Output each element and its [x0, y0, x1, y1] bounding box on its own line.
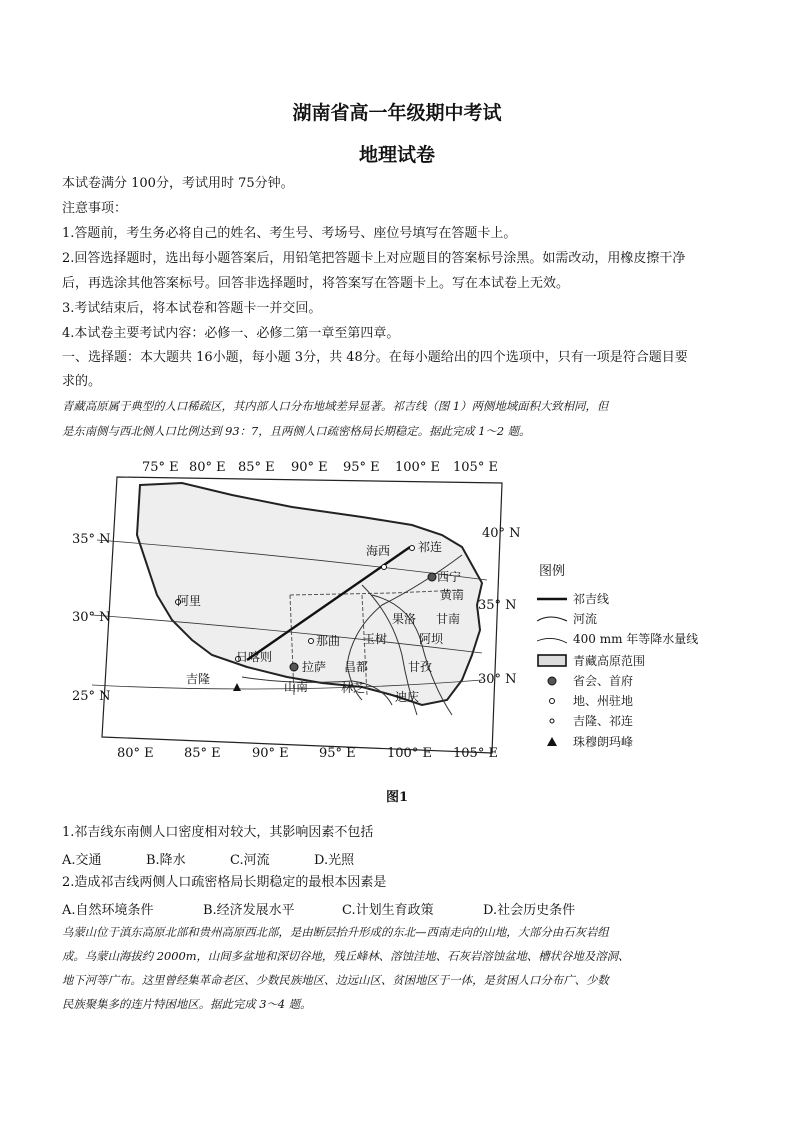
question-2-stem: 2.造成祁吉线两侧人口疏密格局长期稳定的最根本因素是 — [62, 875, 387, 890]
section-heading-b: 求的。 — [62, 374, 102, 389]
passage2-line3: 地下河等广布。这里曾经集革命老区、少数民族地区、边远山区、贫困地区于一体，是贫困人口分布广、少数 — [62, 973, 609, 987]
place-label: 阿里 — [177, 594, 202, 608]
legend-item: 河流 — [573, 612, 598, 626]
exam-subtitle: 地理试卷 — [358, 144, 435, 166]
lon-label: 95° E — [343, 460, 380, 475]
lat-label: 35° N — [478, 598, 517, 613]
place-label: 祁连 — [418, 540, 443, 554]
lon-label: 100° E — [387, 746, 432, 761]
lon-label: 80° E — [189, 460, 226, 475]
lon-label: 80° E — [117, 746, 154, 761]
q2-option-d[interactable]: D.社会历史条件 — [483, 903, 576, 918]
legend-item: 省会、首府 — [573, 674, 634, 688]
place-label: 甘孜 — [408, 660, 433, 674]
notice-heading: 注意事项： — [62, 201, 128, 216]
q2-option-c[interactable]: C.计划生育政策 — [342, 903, 434, 918]
lat-label: 40° N — [482, 526, 521, 541]
legend-swatch — [550, 699, 555, 704]
q1-option-c[interactable]: C.河流 — [230, 853, 270, 868]
q1-option-a[interactable]: A.交通 — [62, 853, 102, 868]
lon-label: 105° E — [453, 460, 498, 475]
passage2-line2: 成。乌蒙山海拔约 2000m，山间多盆地和深切谷地，残丘峰林、溶蚀洼地、石灰岩溶蚀盆地、槽状谷地及溶洞、 — [62, 949, 630, 963]
legend-item: 祁吉线 — [573, 592, 610, 606]
lat-label: 30° N — [72, 610, 111, 625]
prefecture-dot — [309, 639, 314, 644]
notice-4: 4.本试卷主要考试内容：必修一、必修二第一章至第四章。 — [62, 326, 400, 341]
legend-item: 地、州驻地 — [573, 694, 634, 708]
place-label: 黄南 — [440, 588, 465, 602]
lat-label: 35° N — [72, 532, 111, 547]
passage2-line1: 乌蒙山位于滇东高原北部和贵州高原西北部，是由断层抬升形成的东北—西南走向的山地，大部分由石灰岩组 — [62, 925, 609, 939]
place-label: 林芝 — [341, 681, 366, 695]
lon-label: 105° E — [453, 746, 498, 761]
place-label: 果洛 — [392, 612, 417, 626]
exam-title: 湖南省高一年级期中考试 — [292, 102, 502, 124]
lat-label: 25° N — [72, 689, 111, 704]
legend-item: 400 mm 年等降水量线 — [573, 632, 699, 646]
notice-1: 1.答题前，考生务必将自己的姓名、考生号、考场号、座位号填写在答题卡上。 — [62, 226, 517, 241]
section-heading-a: 一、选择题：本大题共 16小题，每小题 3分，共 48分。在每小题给出的四个选项中，只有一项是符合题目要 — [62, 350, 688, 365]
place-label: 山南 — [284, 680, 309, 694]
place-label: 甘南 — [436, 612, 461, 626]
notice-2a: 2.回答选择题时，选出每小题答案后，用铅笔把答题卡上对应题目的答案标号涂黑。如需改动，用橡皮擦干净 — [62, 251, 686, 266]
legend-swatch — [547, 737, 557, 746]
figure-caption: 图1 — [385, 790, 409, 805]
legend-swatch — [550, 719, 554, 723]
place-label: 迪庆 — [395, 690, 420, 704]
prefecture-dot — [382, 565, 387, 570]
qinghai-tibet-map — [62, 455, 712, 765]
q2-option-b[interactable]: B.经济发展水平 — [203, 903, 295, 918]
place-label: 海西 — [366, 544, 391, 558]
mount-everest-marker — [233, 683, 241, 691]
lon-label: 90° E — [291, 460, 328, 475]
lon-label: 95° E — [319, 746, 356, 761]
notice-3: 3.考试结束后，将本试卷和答题卡一并交回。 — [62, 301, 322, 316]
lon-label: 75° E — [142, 460, 179, 475]
lon-label: 90° E — [252, 746, 289, 761]
q2-option-a[interactable]: A.自然环境条件 — [62, 903, 154, 918]
place-label: 日喀则 — [236, 650, 273, 664]
place-label: 昌都 — [344, 660, 369, 674]
place-label: 西宁 — [437, 570, 462, 584]
capital-dot — [290, 663, 298, 671]
lon-label: 85° E — [238, 460, 275, 475]
legend-swatch — [537, 638, 567, 643]
passage1-line1: 青藏高原属于典型的人口稀疏区，其内部人口分布地域差异显著。祁吉线（图 1）两侧地域面积大致相同，但 — [62, 399, 609, 413]
place-label: 拉萨 — [302, 660, 327, 674]
place-label: 阿坝 — [419, 632, 444, 646]
q1-option-b[interactable]: B.降水 — [146, 853, 186, 868]
passage2-line4: 民族聚集多的连片特困地区。据此完成 3～4 题。 — [62, 997, 312, 1011]
lat-label: 30° N — [478, 672, 517, 687]
place-label: 玉树 — [363, 632, 388, 646]
lon-label: 100° E — [395, 460, 440, 475]
intro-line: 本试卷满分 100分，考试用时 75分钟。 — [62, 176, 294, 191]
place-label: 吉隆 — [186, 672, 211, 686]
legend-swatch — [548, 677, 556, 685]
legend-swatch — [538, 655, 566, 666]
notice-2b: 后，再选涂其他答案标号。回答非选择题时，将答案写在答题卡上。写在本试卷上无效。 — [62, 276, 570, 291]
question-1-stem: 1.祁吉线东南侧人口密度相对较大，其影响因素不包括 — [62, 825, 374, 840]
passage1-line2: 是东南侧与西北侧人口比例达到 93：7，且两侧人口疏密格局长期稳定。据此完成 1～2 题。 — [62, 424, 531, 438]
legend-item: 珠穆朗玛峰 — [573, 735, 634, 749]
legend-swatch — [537, 617, 567, 621]
legend-item: 青藏高原范围 — [573, 654, 646, 668]
legend-item: 吉隆、祁连 — [573, 714, 634, 728]
capital-dot — [428, 573, 436, 581]
lon-label: 85° E — [184, 746, 221, 761]
place-label: 那曲 — [316, 634, 341, 648]
q1-option-d[interactable]: D.光照 — [314, 853, 355, 868]
county-marker — [410, 546, 415, 551]
legend-title: 图例 — [539, 564, 566, 579]
